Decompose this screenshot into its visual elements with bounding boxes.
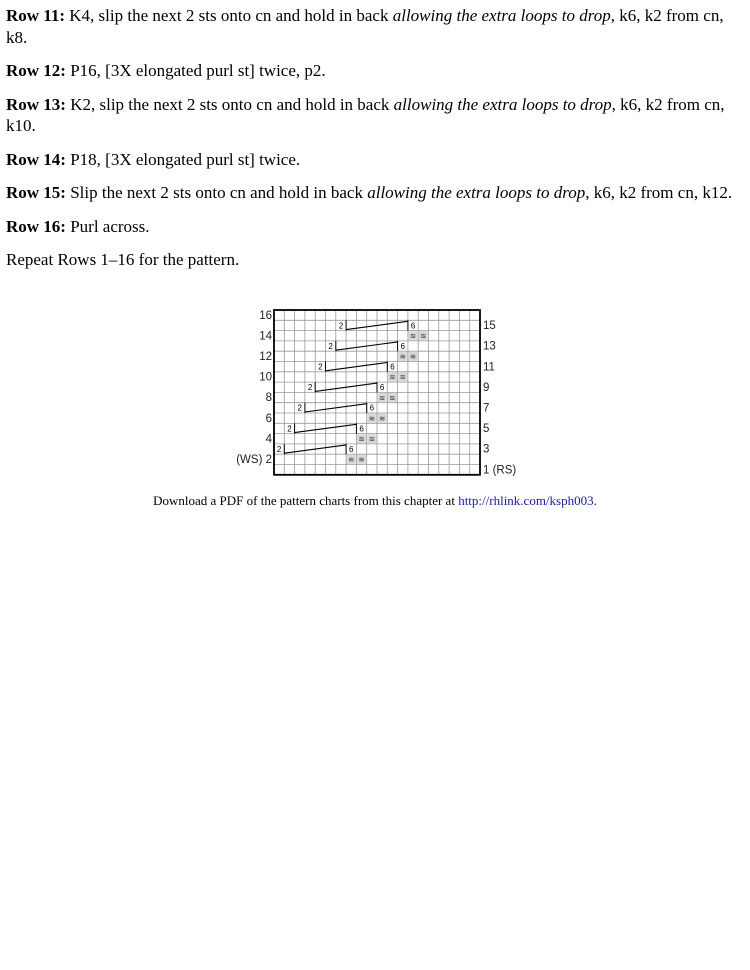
- cable-six-label: 6: [359, 424, 364, 434]
- caption-end: .: [593, 493, 597, 508]
- row-emphasis: allowing the extra loops to drop: [393, 94, 612, 114]
- row-label: Row 12:: [6, 61, 66, 80]
- stitch-chart: [225, 305, 525, 485]
- elongated-purl-symbol: ≋: [368, 434, 375, 444]
- chart-row-label-right: 7: [483, 402, 490, 415]
- elongated-purl-symbol: ≋: [379, 393, 386, 403]
- chart-row-label-right: 15: [483, 320, 496, 333]
- chart-row-label-left: 4: [265, 433, 272, 446]
- cable-six-label: 6: [400, 341, 405, 351]
- row-label: Row 14:: [6, 149, 66, 169]
- row-text: K4, slip the next 2 sts onto cn and hold in back: [65, 6, 393, 25]
- repeat-note: Repeat Rows 1–16 for the pattern.: [6, 250, 240, 269]
- chart-row-label-left: 6: [265, 412, 272, 425]
- chart-row-label-left: 16: [259, 309, 272, 322]
- chart-row-label-left: 10: [259, 371, 272, 384]
- row-text: K2, slip the next 2 sts onto cn and hold in back: [65, 94, 394, 114]
- row-text-end: , k6, k2 from cn, k12.: [585, 183, 733, 202]
- caption-text: Download a PDF of the pattern charts from this chapter at: [153, 493, 459, 508]
- row-text-end: , k6, k2 from cn, k8.: [6, 6, 724, 47]
- row-instruction: [6, 149, 738, 171]
- row-instruction: [6, 216, 738, 238]
- row-instruction: [6, 60, 738, 82]
- row-emphasis: allowing the extra loops to drop: [392, 6, 611, 25]
- row-text: P16, [3X elongated purl st] twice, p2.: [65, 61, 326, 80]
- row-label: Row 13:: [6, 94, 66, 114]
- elongated-purl-symbol: ≋: [348, 455, 355, 465]
- cable-six-label: 6: [390, 362, 395, 372]
- cable-two-label: 2: [318, 362, 323, 372]
- elongated-purl-symbol: ≋: [358, 434, 365, 444]
- chart-row-label-left: 12: [259, 351, 272, 363]
- row-text: P18, [3X elongated purl st] twice.: [65, 149, 301, 169]
- elongated-purl-symbol: ≋: [358, 455, 365, 465]
- row-instruction: [6, 5, 738, 48]
- chart-row-label-left: 14: [259, 330, 272, 343]
- elongated-purl-symbol: ≋: [420, 331, 427, 341]
- elongated-purl-symbol: ≋: [389, 372, 396, 382]
- cable-two-label: 2: [297, 403, 302, 413]
- chart-download-link[interactable]: http://rhlink.com/ksph003: [458, 493, 594, 508]
- cable-two-label: 2: [307, 383, 313, 393]
- elongated-purl-symbol: ≋: [379, 413, 386, 423]
- chart-row-label-right: 13: [483, 340, 496, 353]
- elongated-purl-symbol: ≋: [368, 413, 375, 423]
- chart-row-label-right: 1 (RS): [483, 464, 517, 477]
- cable-two-label: 2: [328, 341, 333, 351]
- cable-two-label: 2: [276, 444, 282, 454]
- pattern-instructions: [6, 5, 738, 283]
- cable-two-label: 2: [287, 424, 292, 434]
- cable-six-label: 6: [379, 383, 385, 393]
- row-label: Row 16:: [6, 216, 66, 236]
- row-instruction: [6, 182, 738, 204]
- elongated-purl-symbol: ≋: [409, 331, 417, 341]
- elongated-purl-symbol: ≋: [399, 372, 406, 382]
- row-label: Row 11:: [6, 6, 66, 25]
- cable-six-label: 6: [410, 321, 416, 331]
- row-instruction: [6, 94, 738, 137]
- elongated-purl-symbol: ≋: [389, 393, 396, 403]
- cable-two-label: 2: [338, 321, 344, 331]
- elongated-purl-symbol: ≋: [399, 352, 406, 362]
- chart-row-label-left: 8: [265, 392, 272, 405]
- chart-row-label-left: (WS) 2: [236, 454, 272, 466]
- chart-row-label-right: 3: [483, 443, 490, 456]
- chart-row-label-right: 11: [483, 361, 495, 374]
- row-text-end: , k6, k2 from cn, k10.: [6, 94, 725, 135]
- chart-row-label-right: 5: [483, 423, 490, 436]
- row-emphasis: allowing the extra loops to drop: [367, 183, 586, 202]
- row-text: Purl across.: [65, 216, 150, 236]
- cable-six-label: 6: [349, 444, 354, 454]
- cable-six-label: 6: [369, 403, 375, 413]
- elongated-purl-symbol: ≋: [409, 352, 417, 362]
- row-text: Slip the next 2 sts onto cn and hold in back: [65, 183, 368, 202]
- chart-caption: [0, 493, 750, 509]
- row-label: Row 15:: [6, 183, 66, 202]
- chart-row-label-right: 9: [483, 381, 490, 394]
